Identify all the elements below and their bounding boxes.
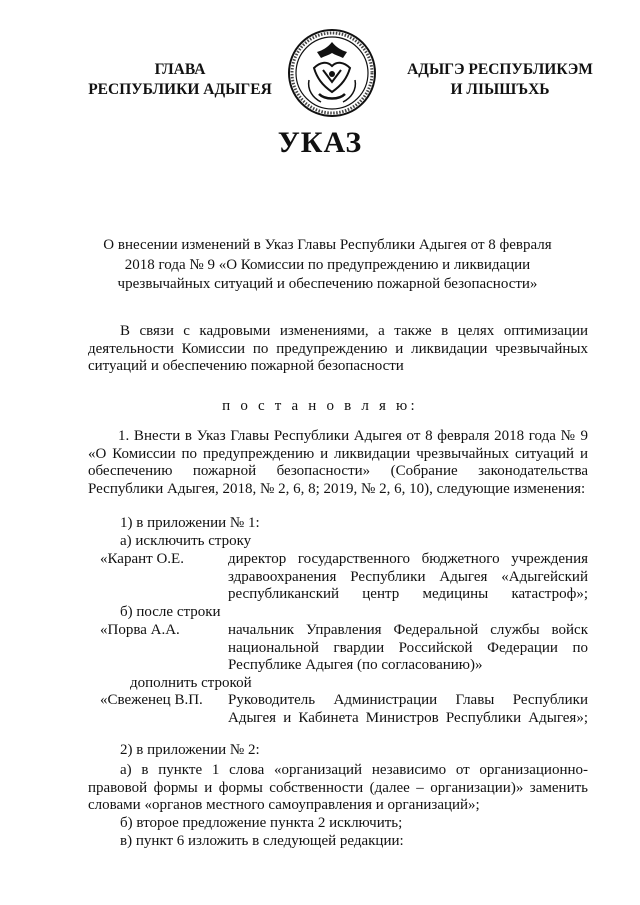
row1-name: «Карант О.Е. <box>100 551 184 567</box>
sub1b-add-label: дополнить строкой <box>130 675 252 691</box>
item1-text: 1. Внести в Указ Главы Республики Адыгея от 8 февраля 2018 года № 9 «О Комиссии по предупреждению и ликвидации чрезвычайных ситуаций и обеспечению пожарной безопасности» (Собрание законодательства Республики Адыгея, 2018, № 2, 6, 8; 2019, № 2, 6, 10), следующие изменения: <box>88 428 588 497</box>
preamble-paragraph <box>88 323 588 376</box>
row2-description: начальник Управления Федеральной службы войск национальной гвардии Российской Федерации по Республике Адыгея (по согласованию)» <box>228 622 588 673</box>
header-left-title <box>60 60 300 100</box>
item1-paragraph <box>88 428 588 498</box>
header-right-title <box>380 60 620 100</box>
preamble-text: В связи с кадровыми изменениями, а также в целях оптимизации деятельности Комиссии по предупреждению и ликвидации чрезвычайных ситуаций и обеспечению пожарной безопасности <box>88 323 588 374</box>
sub2a-text: а) в пункте 1 слова «организаций независимо от организационно-правовой формы и формы собственности (далее – организации)» заменить словами «органов местного самоуправления и организаций»; <box>88 762 588 813</box>
header-right-line2: И ЛІЫШЪХЬ <box>450 81 550 98</box>
sub2c-label: в) пункт 6 изложить в следующей редакции: <box>120 833 404 849</box>
document-title: УКАЗ <box>277 126 363 159</box>
coat-of-arms-icon <box>287 28 377 118</box>
row3-description: Руководитель Администрации Главы Республики Адыгея и Кабинета Министров Республики Адыгея»; <box>228 692 588 726</box>
header-left-line1: ГЛАВА <box>154 61 206 78</box>
sub2-label: 2) в приложении № 2: <box>120 742 260 758</box>
header-right-line1: АДЫГЭ РЕСПУБЛИКЭМ <box>407 61 593 78</box>
row1-description: директор государственного бюджетного учреждения здравоохранения Республики Адыгея «Адыгейский республиканский центр медицины катастроф»; <box>228 551 588 602</box>
sub1b-label: б) после строки <box>120 604 221 620</box>
row3-name: «Свеженец В.П. <box>100 692 203 708</box>
header-left-line2: РЕСПУБЛИКИ АДЫГЕЯ <box>88 81 272 98</box>
sub2a-paragraph <box>88 762 588 815</box>
row2-name: «Порва А.А. <box>100 622 180 638</box>
sub1-label: 1) в приложении № 1: <box>120 515 260 531</box>
document-subject: О внесении изменений в Указ Главы Республики Адыгея от 8 февраля 2018 года № 9 «О Комиссии по предупреждению и ликвидации чрезвычайных ситуаций и обеспечению пожарной безопасности» <box>103 237 552 292</box>
resolve-word: п о с т а н о в л я ю: <box>222 398 418 414</box>
sub2b-label: б) второе предложение пункта 2 исключить; <box>120 815 403 831</box>
sub1a-label: а) исключить строку <box>120 533 252 549</box>
